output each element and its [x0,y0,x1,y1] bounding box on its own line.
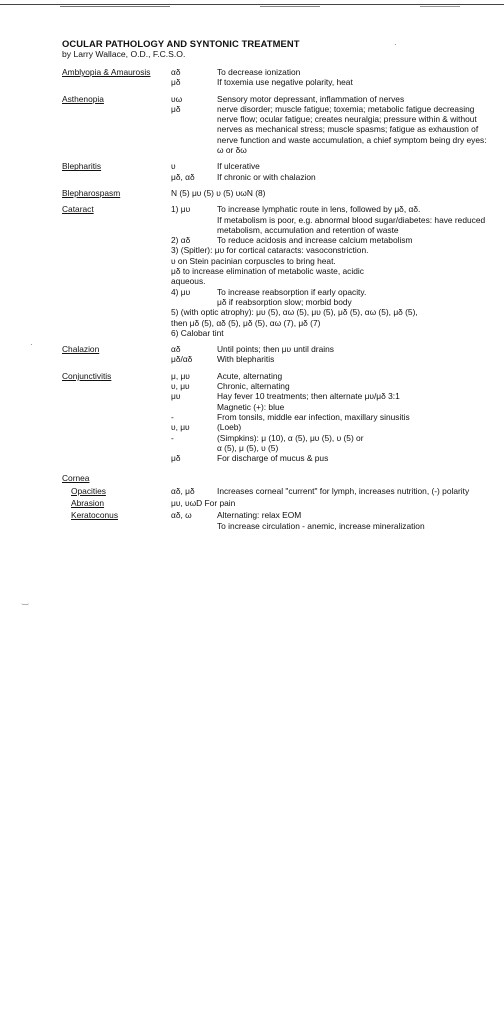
cornea-condition-section [62,486,492,496]
treatment-row [171,67,492,77]
treatment-row [171,344,492,354]
treatment-row [171,498,492,508]
treatment-row [171,371,492,381]
top-scan-rule [420,6,460,7]
cornea-condition-section [62,498,492,508]
treatment-description: To increase reabsorption if early opacity. μδ if reabsorption slow; morbid body [217,286,367,307]
treatment-description: nerve disorder; muscle fatigue; toxemia; metabolic fatigue decreasing nerve flow; ocular fatigue; creates neuralgia; pressure within & without nerves as mechanical stress; muscle spasms; fatigue as exhaustion of nerve function and waste accumulation, a chief symptom being dry eyes: ω or δω [217,103,487,156]
cornea-section [62,473,492,530]
cornea-heading-row [62,473,492,483]
treatment-row [171,354,492,364]
treatment-description: Sensory motor depressant, inflammation of nerves [217,93,405,104]
condition-section [62,371,492,464]
treatment-row [171,381,492,391]
treatment-row [171,453,492,463]
condition-name: Asthenopia [62,93,104,104]
condition-name: Blepharitis [62,161,102,172]
treatment-row [171,172,492,182]
treatment-row [171,94,492,104]
scan-speck: ‿ [22,596,29,605]
treatment-description: If chronic or with chalazion [217,171,316,182]
treatment-description: Alternating: relax EOM To increase circulation - anemic, increase mineralization [217,510,425,531]
treatment-row [171,235,492,245]
treatment-list [62,67,492,463]
condition-section [62,344,492,365]
condition-name: Cataract [62,204,94,215]
treatment-row [171,510,492,531]
treatment-description: If toxemia use negative polarity, heat [217,77,353,88]
treatment-description: From tonsils, middle ear infection, maxillary sinusitis [217,411,410,422]
treatment-code: μδ, αδ [171,171,195,182]
treatment-code: 2) αδ [171,235,191,246]
treatment-description: If ulcerative [217,161,260,172]
condition-section [62,204,492,338]
treatment-code: μδ [171,103,181,114]
treatment-row [171,486,492,496]
treatment-description: (Loeb) [217,422,242,433]
treatment-description: For discharge of mucus & pus [217,453,329,464]
author-byline: by Larry Wallace, O.D., F.C.S.O. [62,49,186,59]
treatment-row [171,307,492,328]
condition-name: Amblyopia & Amaurosis [62,67,151,77]
treatment-code: αδ [171,344,181,355]
treatment-row [171,161,492,171]
condition-name: Conjunctivitis [62,370,112,381]
condition-name: Keratoconus [71,510,119,521]
treatment-row [171,245,492,286]
condition-section [62,188,492,198]
treatment-code: υ [171,161,176,172]
condition-name: Chalazion [62,344,100,355]
treatment-description: To reduce acidosis and increase calcium metabolism [217,235,413,246]
treatment-description: To decrease ionization [217,67,301,77]
treatment-code: αδ, ω [171,510,192,521]
treatment-description: N (5) μυ (5) υ (5) υωN (8) [171,187,266,198]
treatment-row [171,287,492,308]
treatment-description: Acute, alternating [217,370,283,381]
treatment-code: υ, μυ [171,381,190,392]
treatment-row [171,412,492,422]
top-scan-rule [60,6,170,7]
condition-name: Blepharospasm [62,187,121,198]
treatment-description: 5) (with optic atrophy): μυ (5), αω (5), μυ (5), μδ (5), αω (5), μδ (5), then μδ (5), αδ (5), μδ (5), αω (7), μδ (7) [171,307,418,328]
treatment-code: μδ [171,453,181,464]
treatment-description: (Simpkins): μ (10), α (5), μυ (5), υ (5) or α (5), μ (5), υ (5) [217,432,364,453]
scan-speck: · [394,40,397,49]
document-title: OCULAR PATHOLOGY AND SYNTONIC TREATMENT [62,38,300,49]
treatment-code: μδ [171,77,181,88]
condition-section [62,67,492,88]
treatment-description: Chronic, alternating [217,381,290,392]
cornea-heading: Cornea [62,473,90,484]
treatment-code: 4) μυ [171,286,191,297]
treatment-code: υω [171,93,183,104]
treatment-row [171,391,492,412]
treatment-code: μυ, υωD For pain [171,497,236,508]
treatment-code: μυ [171,391,181,402]
treatment-description: 3) (Spitler): μυ for cortical cataracts: vasoconstriction. υ on Stein pacinian corpuscles to bring heat. μδ to increase elimination of metabolic waste, acidic aqueous. [171,245,369,287]
treatment-row [171,204,492,235]
treatment-description: To increase lymphatic route in lens, followed by μδ, αδ. If metabolism is poor, e.g. abnormal blood sugar/diabetes: have reduced metabolism, accumulation and retention of waste [217,204,486,235]
treatment-row [171,433,492,454]
treatment-row [171,104,492,155]
treatment-description: Hay fever 10 treatments; then alternate μυ/μδ 3:1 Magnetic (+): blue [217,391,400,412]
document-page [62,38,492,531]
treatment-code: - [171,411,174,422]
top-scan-rule [260,6,320,7]
treatment-code: αδ [171,67,181,77]
condition-section [62,94,492,156]
treatment-code: υ, μυ [171,422,190,433]
treatment-code: μ, μυ [171,370,190,381]
cornea-condition-section [62,510,492,531]
treatment-description: With blepharitis [217,354,275,365]
treatment-row [171,422,492,432]
treatment-row [171,77,492,87]
condition-section [62,161,492,182]
condition-name: Opacities [71,485,106,496]
treatment-code: 1) μυ [171,204,191,215]
treatment-description: Increases corneal "current" for lymph, increases nutrition, (-) polarity [217,485,470,496]
treatment-code: - [171,432,174,443]
scan-speck: · [30,340,33,349]
condition-name: Abrasion [71,497,105,508]
top-scan-rule [0,4,504,5]
treatment-row [171,188,492,198]
treatment-row [171,328,492,338]
treatment-code: μδ/αδ [171,354,193,365]
treatment-description: Until points; then μυ until drains [217,344,334,355]
treatment-code: αδ, μδ [171,485,195,496]
treatment-description: 6) Calobar tint [171,327,224,338]
